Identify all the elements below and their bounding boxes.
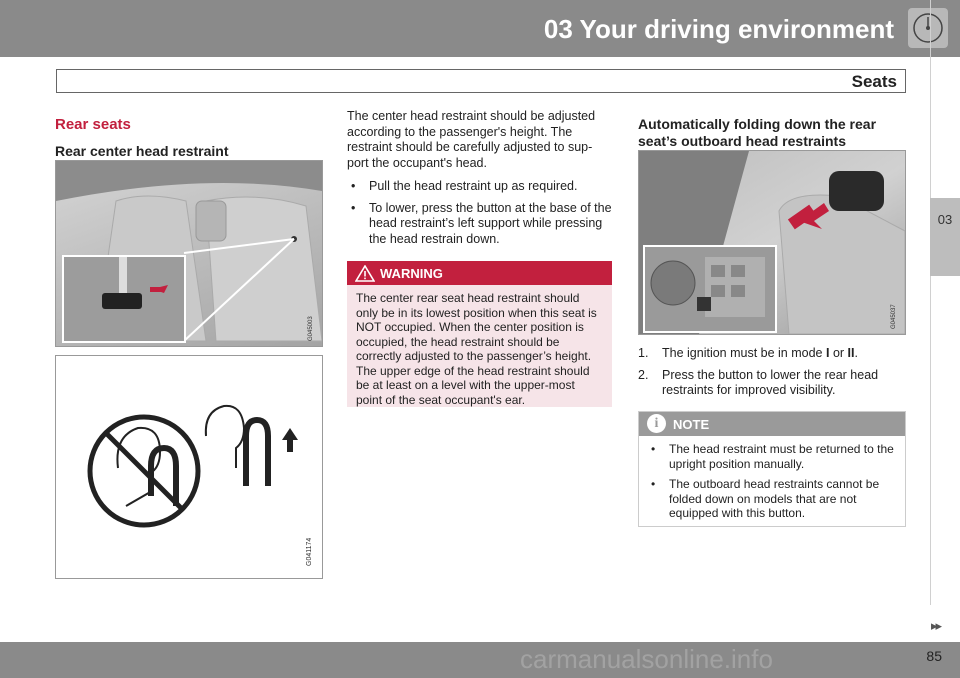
photo-code: G045003 [308,316,314,341]
fold-button-inset [643,245,777,333]
rear-seat-photo [55,160,323,347]
bullet-lower: • To lower, press the button at the base of the head restraint’s left support while pressing the head restrain down. [347,201,612,248]
warning-title: WARNING [380,266,443,281]
outboard-restraint-photo [638,150,906,335]
note-title: NOTE [673,417,710,432]
note-box [638,411,906,527]
page-number: 85 [926,648,942,664]
chapter-tab [930,198,960,276]
section-bar [56,69,906,93]
photo-code-right: G045037 [891,304,897,329]
note-header [639,412,905,436]
warning-triangle-icon [355,265,375,282]
bullet-pull-up: • Pull the head restraint up as required. [347,179,612,195]
note-bullet-1: • The head restraint must be returned to the upright position manually. [647,442,897,471]
center-restraint-text [347,109,612,253]
footer-bar [0,642,960,678]
intro-paragraph: The center head restraint should be adjusted according to the passenger's height. The restraint should be carefully adjusted to sup-port the occupant's head. [347,109,596,170]
side-rule [930,0,960,605]
watermark: carmanualsonline.info [520,644,773,674]
warning-box [347,261,612,407]
rear-seats-heading: Rear seats [55,116,131,133]
next-page-arrows-icon: ▸▸ [930,618,940,633]
rear-center-subheading: Rear center head restraint [55,143,229,159]
head-restraint-illustration [55,355,323,579]
illustration-code: G041174 [306,537,313,566]
step-2: 2. Press the button to lower the rear head restraints for improved visibility. [638,367,879,397]
header-bar [0,0,960,57]
warning-header [347,261,612,285]
chapter-tab-label: 03 [937,212,953,227]
section-title: Seats [851,72,897,91]
button-closeup-inset [62,255,186,343]
note-bullet-2: • The outboard head restraints cannot be folded down on models that are not equipped with this button. [647,477,897,521]
auto-fold-heading: Automatically folding down the rear seat’s outboard head restraints [638,116,877,149]
chapter-title: 03 Your driving environment [543,14,894,44]
step-1: 1. The ignition must be in mode I or II. [638,346,858,360]
info-icon: i [647,414,666,433]
warning-text: The center rear seat head restraint should only be in its lowest position when this seat is NOT occupied. When the center position is occupied, the head restraint should be correctly adjusted to the passenger’s height. The upper edge of the head restraint should be at least on a level with the upper-most point of the seat occupant's ear. [356,291,597,407]
steps-list [638,346,904,405]
